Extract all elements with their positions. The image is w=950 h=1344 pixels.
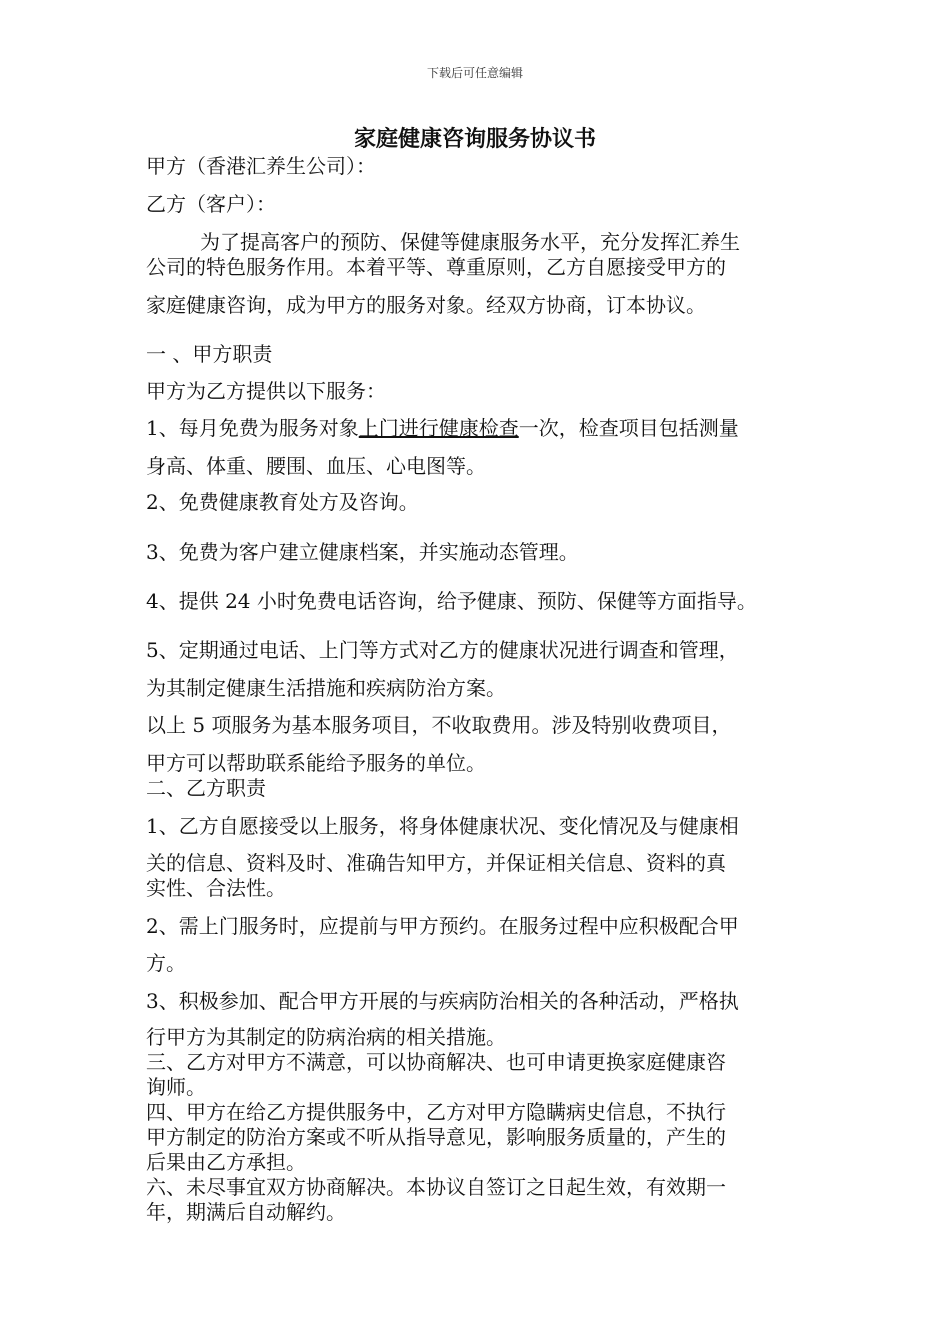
party-b: 乙方（客户）：	[146, 192, 276, 216]
section-1-lead: 甲方为乙方提供以下服务：	[146, 379, 386, 403]
section-2-item-3-line-1: 3、积极参加、配合甲方开展的与疾病防治相关的各种活动，严格执	[146, 989, 739, 1013]
document-title: 家庭健康咨询服务协议书	[353, 126, 596, 152]
intro-line-3: 家庭健康咨询，成为甲方的服务对象。经双方协商，订本协议。	[146, 293, 706, 317]
section-3-line-1: 三、乙方对甲方不满意，可以协商解决、也可申请更换家庭健康咨	[146, 1050, 726, 1074]
section-1-item-5-line-2: 为其制定健康生活措施和疾病防治方案。	[146, 676, 506, 700]
section-1-item-5-line-1: 5、定期通过电话、上门等方式对乙方的健康状况进行调查和管理，	[146, 638, 739, 662]
section-6-line-2: 年，期满后自动解约。	[146, 1200, 346, 1224]
section-1-item-1	[146, 412, 739, 441]
section-2-item-1-line-2: 关的信息、资料及时、准确告知甲方，并保证相关信息、资料的真	[146, 851, 726, 875]
intro-line-1: 为了提高客户的预防、保健等健康服务水平，充分发挥汇养生	[200, 230, 740, 254]
intro-line-2: 公司的特色服务作用。本着平等、尊重原则，乙方自愿接受甲方的	[146, 255, 726, 279]
section-4-line-2: 甲方制定的防治方案或不听从指导意见，影响服务质量的，产生的	[146, 1125, 726, 1149]
section-1-item-1-line-2: 身高、体重、腰围、血压、心电图等。	[146, 454, 486, 478]
header-note: 下载后可任意编辑	[426, 66, 523, 80]
item-1-underlined: 上门进行健康检查	[358, 416, 519, 440]
section-2-item-1-line-3: 实性、合法性。	[146, 876, 286, 900]
section-2-item-2-line-1: 2、需上门服务时，应提前与甲方预约。在服务过程中应积极配合甲	[146, 914, 739, 938]
section-4-line-1: 四、甲方在给乙方提供服务中，乙方对甲方隐瞒病史信息，不执行	[146, 1100, 726, 1124]
section-1-note-line-2: 甲方可以帮助联系能给予服务的单位。	[146, 751, 486, 775]
section-1-item-4: 4、提供 24 小时免费电话咨询，给予健康、预防、保健等方面指导。	[146, 589, 757, 613]
section-1-heading: 一 、甲方职责	[146, 342, 273, 366]
section-1-item-2: 2、免费健康教育处方及咨询。	[146, 490, 419, 514]
party-a: 甲方（香港汇养生公司）：	[146, 154, 376, 178]
section-3-line-2: 询师。	[146, 1075, 206, 1099]
section-2-item-3-line-2: 行甲方为其制定的防病治病的相关措施。	[146, 1025, 506, 1049]
section-1-note-line-1: 以上 5 项服务为基本服务项目，不收取费用。涉及特别收费项目，	[146, 713, 732, 737]
section-6-line-1: 六、未尽事宜双方协商解决。本协议自签订之日起生效，有效期一	[146, 1175, 726, 1199]
section-1-item-3: 3、免费为客户建立健康档案，并实施动态管理。	[146, 540, 579, 564]
section-2-item-2-line-2: 方。	[146, 951, 186, 975]
section-2-item-1-line-1: 1、乙方自愿接受以上服务，将身体健康状况、变化情况及与健康相	[146, 814, 739, 838]
section-2-heading: 二、乙方职责	[146, 776, 266, 800]
item-1-pre: 1、每月免费为服务对象	[146, 416, 359, 440]
section-4-line-3: 后果由乙方承担。	[146, 1150, 306, 1174]
item-1-post: 一次，检查项目包括测量	[518, 416, 739, 440]
